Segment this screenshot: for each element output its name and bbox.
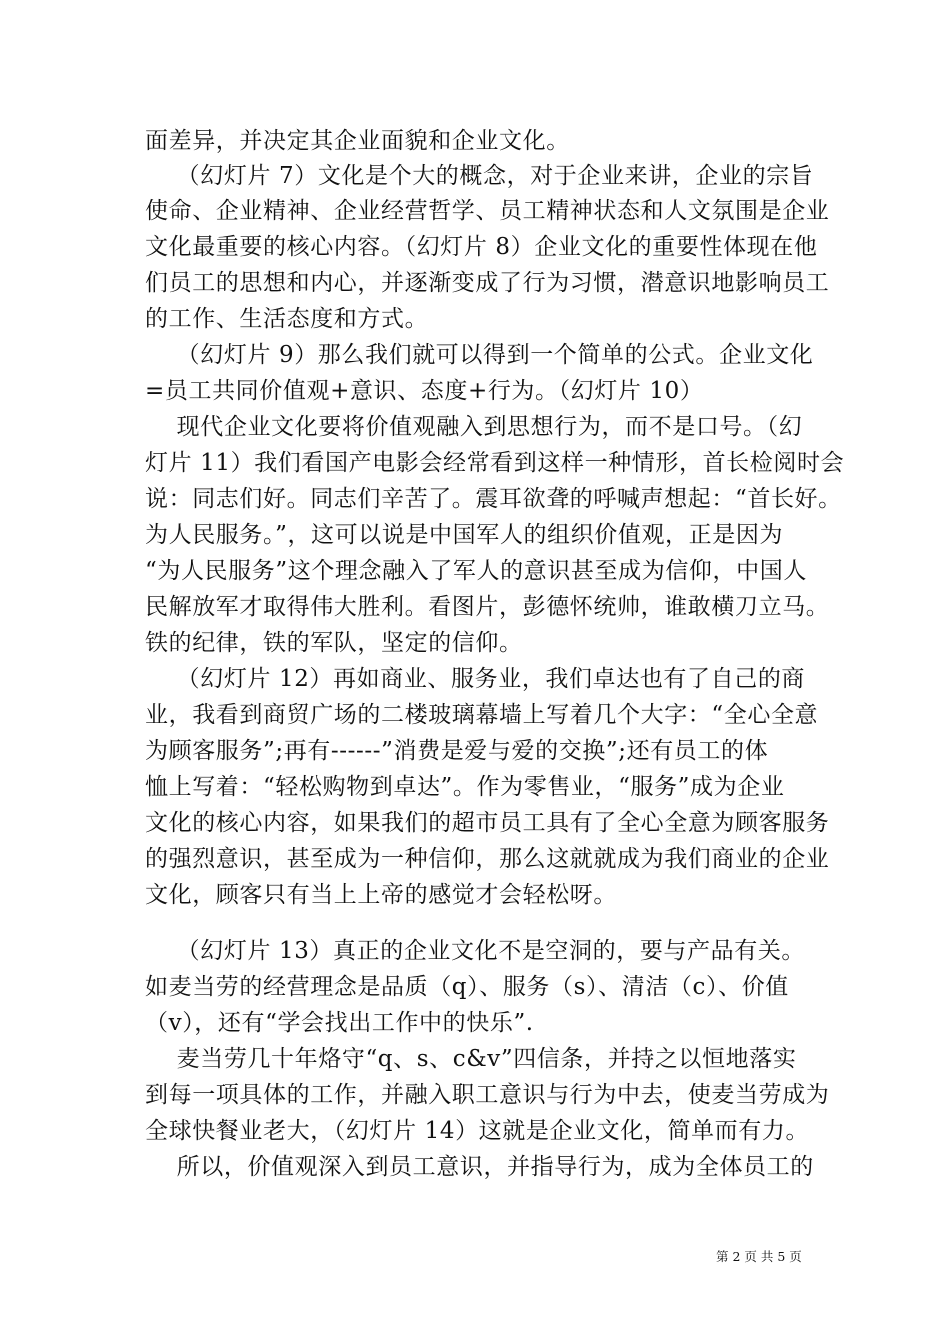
body-text-line: 全球快餐业老大，（幻灯片 14）这就是企业文化，简单而有力。 xyxy=(145,1118,810,1144)
body-text-line: 铁的纪律，铁的军队，坚定的信仰。 xyxy=(145,630,523,656)
body-text-line: 的工作、生活态度和方式。 xyxy=(145,306,429,332)
body-text-line: “为人民服务”这个理念融入了军人的意识甚至成为信仰，中国人 xyxy=(145,558,807,584)
body-text-line: 们员工的思想和内心，并逐渐变成了行为习惯，潜意识地影响员工 xyxy=(145,270,830,296)
body-text-line: 的强烈意识，甚至成为一种信仰，那么这就就成为我们商业的企业 xyxy=(145,846,830,872)
body-text-line: 为顾客服务”;再有------”消费是爱与爱的交换”;还有员工的体 xyxy=(145,738,769,764)
body-text-line: 为人民服务。”，这可以说是中国军人的组织价值观，正是因为 xyxy=(145,522,784,548)
body-text-line: （幻灯片 9）那么我们就可以得到一个简单的公式。企业文化 xyxy=(145,342,814,368)
body-text-line: =员工共同价值观+意识、态度+行为。（幻灯片 10） xyxy=(145,378,704,404)
body-text-line: 说：同志们好。同志们辛苦了。震耳欲聋的呼喊声想起：“首长好。 xyxy=(145,486,842,512)
body-text-line: 恤上写着：“轻松购物到卓达”。作为零售业，“服务”成为企业 xyxy=(145,774,785,800)
body-text-line: 所以，价值观深入到员工意识，并指导行为，成为全体员工的 xyxy=(145,1154,814,1180)
body-text-line: 如麦当劳的经营理念是品质（q）、服务（s）、清洁（c）、价值 xyxy=(145,974,789,1000)
body-text-line: 面差异，并决定其企业面貌和企业文化。 xyxy=(145,128,570,154)
body-text-line: 文化的核心内容，如果我们的超市员工具有了全心全意为顾客服务 xyxy=(145,810,830,836)
body-text-line: （幻灯片 13）真正的企业文化不是空洞的，要与产品有关。 xyxy=(145,938,806,964)
body-text-line: （幻灯片 12）再如商业、服务业，我们卓达也有了自己的商 xyxy=(145,666,806,692)
body-text-line: （幻灯片 7）文化是个大的概念，对于企业来讲，企业的宗旨 xyxy=(145,163,814,189)
body-text-line: 业，我看到商贸广场的二楼玻璃幕墙上写着几个大字：“全心全意 xyxy=(145,702,819,728)
body-text-line: 民解放军才取得伟大胜利。看图片，彭德怀统帅，谁敢横刀立马。 xyxy=(145,594,830,620)
body-text-line: 麦当劳几十年烙守“q、s、c&v”四信条，并持之以恒地落实 xyxy=(145,1046,797,1072)
body-text-line: 现代企业文化要将价值观融入到思想行为，而不是口号。（幻 xyxy=(145,414,803,440)
body-text-line: 到每一项具体的工作，并融入职工意识与行为中去，使麦当劳成为 xyxy=(145,1082,830,1108)
body-text-line: 灯片 11）我们看国产电影会经常看到这样一种情形，首长检阅时会 xyxy=(145,450,845,476)
body-text-line: 使命、企业精神、企业经营哲学、员工精神状态和人文氛围是企业 xyxy=(145,198,830,224)
body-text-line: 文化，顾客只有当上上帝的感觉才会轻松呀。 xyxy=(145,882,617,908)
body-text-line: 文化最重要的核心内容。（幻灯片 8）企业文化的重要性体现在他 xyxy=(145,234,818,260)
body-text-line: （v），还有“学会找出工作中的快乐”. xyxy=(145,1010,534,1036)
page-number: 第 2 页 共 5 页 xyxy=(716,1249,802,1264)
